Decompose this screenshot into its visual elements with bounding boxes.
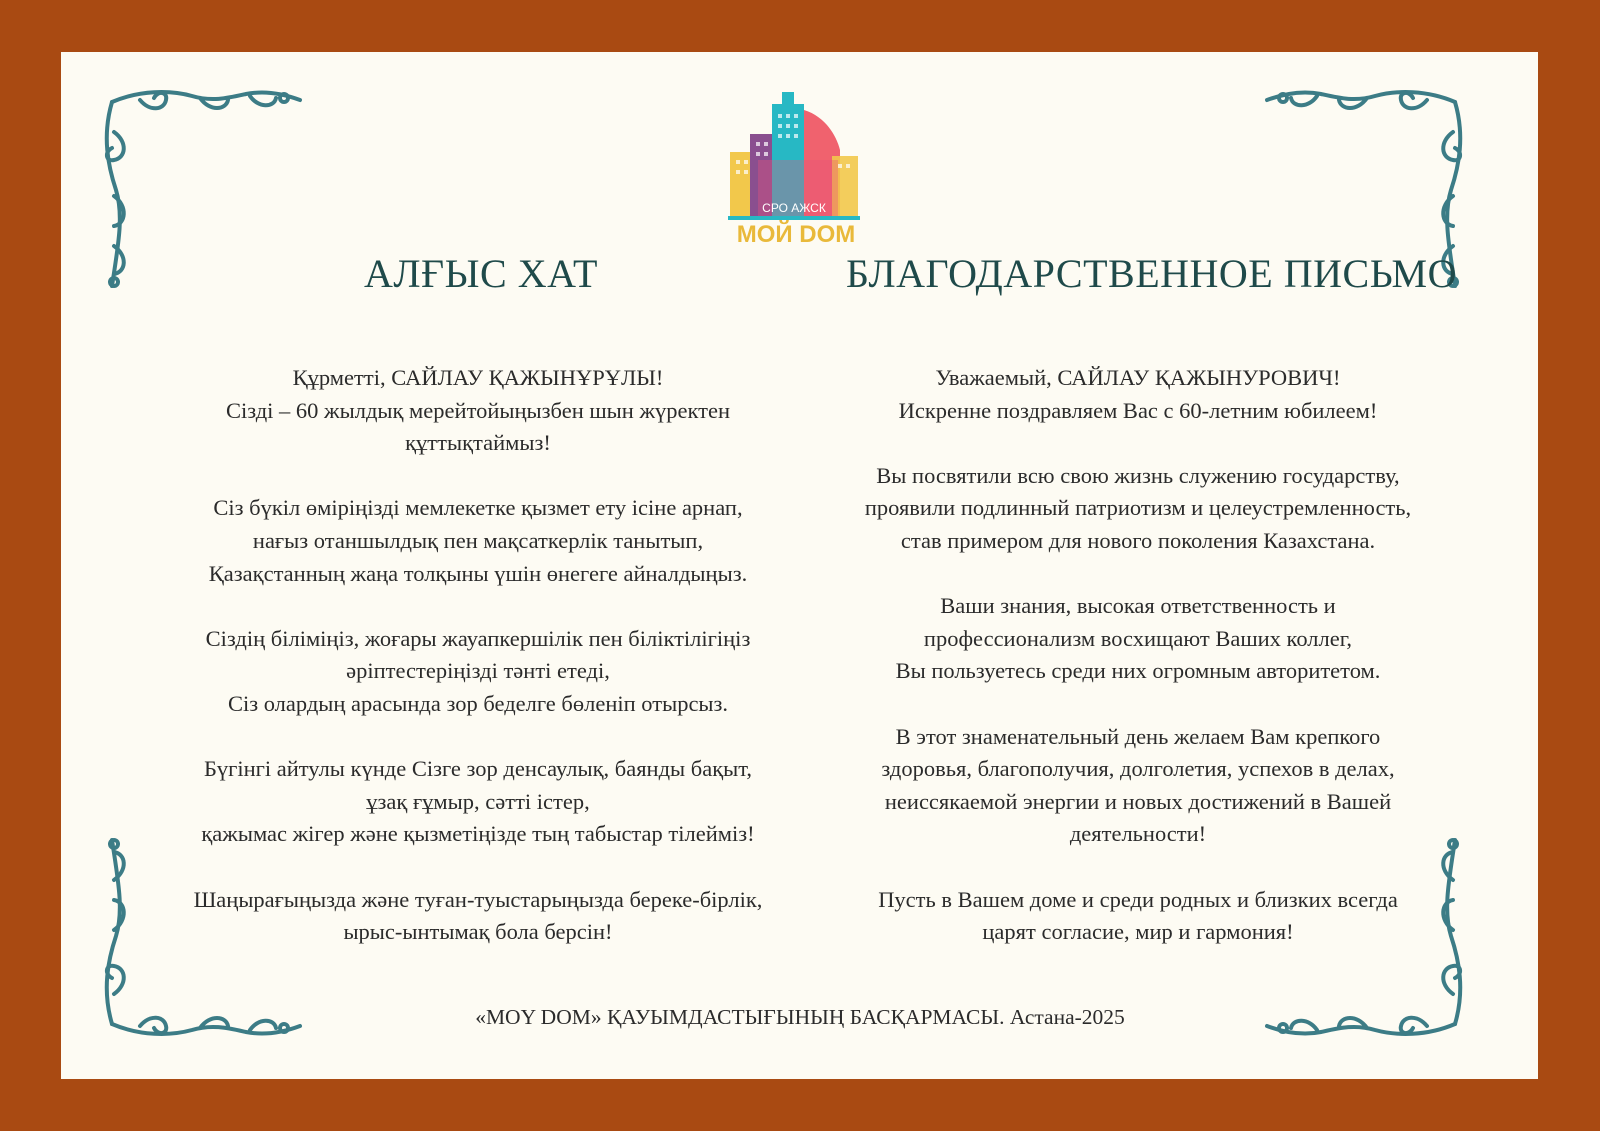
paragraph <box>788 721 1488 851</box>
text-line: став примером для нового поколения Казахстана. <box>900 527 1376 553</box>
letter-text-russian <box>788 362 1488 981</box>
text-line: ұзақ ғұмыр, сәтті істер, <box>366 788 590 814</box>
text-line: нағыз отаншылдық пен мақсаткерлік танытып, <box>252 527 704 553</box>
paragraph <box>128 623 828 721</box>
text-line: Құрметті, САЙЛАУ ҚАЖЫНҰРҰЛЫ! <box>292 365 664 390</box>
paragraph <box>128 753 828 851</box>
text-line: Сіз бүкіл өміріңізді мемлекетке қызмет ету ісіне арнап, <box>213 495 743 521</box>
text-line: царят согласие, мир и гармония! <box>982 919 1294 945</box>
text-line: Сізді – 60 жылдық мерейтойыңызбен шын жүректен <box>225 397 730 423</box>
title-russian: БЛАГОДАРСТВЕННОЕ ПИСЬМО <box>846 251 1458 296</box>
text-line: Бүгінгі айтулы күнде Сізге зор денсаулық, баянды бақыт, <box>203 756 753 782</box>
text-line: проявили подлинный патриотизм и целеустремленность, <box>864 495 1412 521</box>
text-line: әріптестеріңізді тәнті етеді, <box>346 658 610 684</box>
text-line: ырыс-ынтымақ бола берсін! <box>343 919 613 945</box>
text-line: Вы посвятили всю свою жизнь служению государству, <box>876 462 1400 488</box>
text-line: В этот знаменательный день желаем Вам крепкого <box>895 723 1381 749</box>
text-line: Пусть в Вашем доме и среди родных и близких всегда <box>878 886 1398 912</box>
text-line: Вы пользуетесь среди них огромным авторитетом. <box>895 658 1381 684</box>
text-line: қажымас жігер және қызметіңізде тың табыстар тілейміз! <box>201 821 755 847</box>
text-line: Сіздің біліміңіз, жоғары жауапкершілік пен біліктілігіңіз <box>205 625 751 651</box>
text-line: Шаңырағыңызда және туған-туыстарыңызда береке-бірлік, <box>193 886 763 912</box>
letter-text-kazakh <box>128 362 828 981</box>
text-line: құттықтаймыз! <box>405 430 551 456</box>
text-line: профессионализм восхищают Ваших коллег, <box>923 625 1353 651</box>
text-line: Сіз олардың арасында зор беделге бөленіп отырсыз. <box>227 690 729 716</box>
paragraph <box>788 590 1488 688</box>
svg-text:МОЙ DOM: МОЙ DOM <box>736 221 856 248</box>
svg-text:СРО АЖСК: СРО АЖСК <box>762 201 826 215</box>
footer-signature: «MOY DOM» ҚАУЫМДАСТЫҒЫНЫҢ БАСҚАРМАСЫ. Астана-2025 <box>475 1005 1125 1029</box>
text-line: неиссякаемой энергии и новых достижений в Вашей <box>884 788 1392 814</box>
paragraph <box>128 884 828 949</box>
text-line: здоровья, благополучия, долголетия, успехов в делах, <box>881 756 1395 782</box>
text-line: Қазақстанның жаңа толқыны үшін өнегеге айналдыңыз. <box>208 560 748 586</box>
text-line: Ваши знания, высокая ответственность и <box>940 593 1336 619</box>
moy-dom-logo <box>728 90 876 250</box>
text-line: Искренне поздравляем Вас с 60-летним юбилеем! <box>898 397 1378 423</box>
paragraph <box>128 362 828 460</box>
paragraph <box>788 460 1488 558</box>
text-line: Уважаемый, САЙЛАУ ҚАЖЫНУРОВИЧ! <box>935 365 1341 390</box>
paragraph <box>788 362 1488 427</box>
paragraph <box>128 492 828 590</box>
text-line: деятельности! <box>1069 821 1207 847</box>
corner-ornament-top-left <box>100 86 305 296</box>
title-kazakh: АЛҒЫС ХАТ <box>364 251 598 296</box>
paragraph <box>788 884 1488 949</box>
